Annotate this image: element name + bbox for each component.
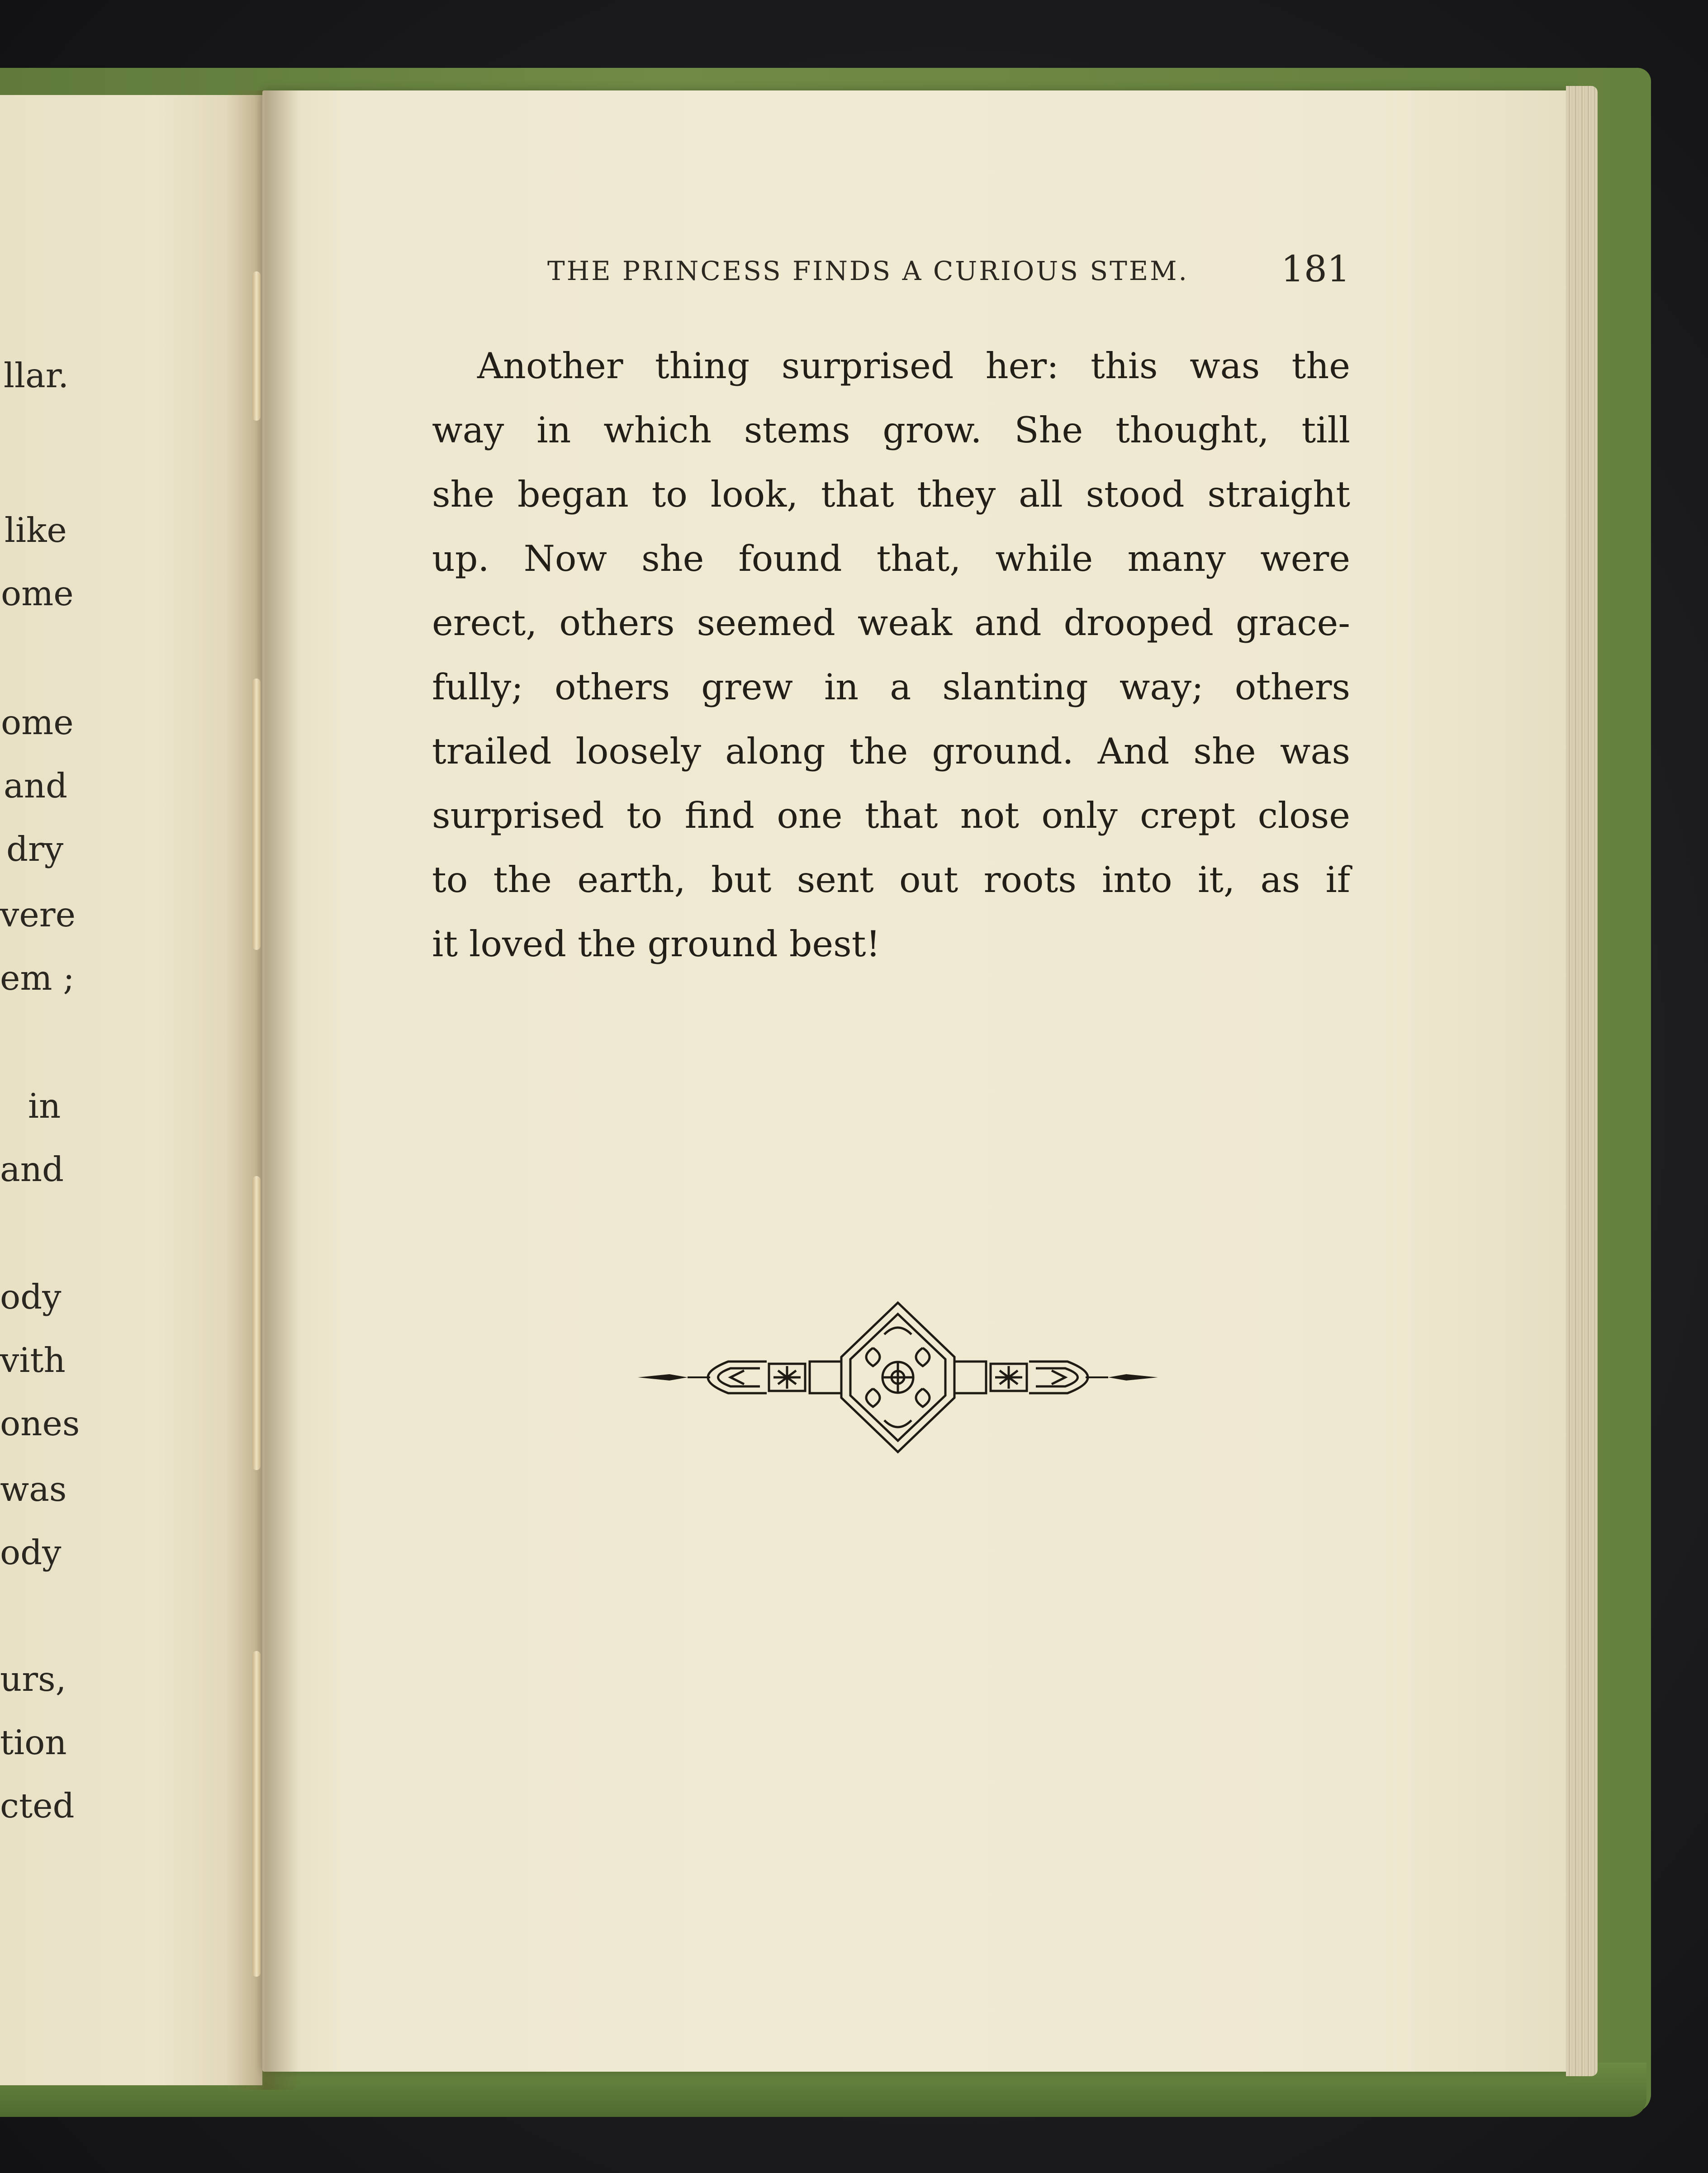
left-page-fragment: ody bbox=[0, 1532, 62, 1572]
page-block-edges bbox=[1566, 86, 1598, 2076]
left-page-fragment: ome bbox=[1, 574, 74, 613]
left-page-fragment: ones bbox=[0, 1404, 80, 1443]
body-text-line: fully; others grew in a slanting way; others bbox=[432, 666, 1350, 708]
binding-stitch bbox=[252, 1651, 261, 1977]
left-page-fragment: urs, bbox=[0, 1659, 66, 1699]
body-text-line: up. Now she found that, while many were bbox=[432, 538, 1350, 579]
page-number: 181 bbox=[1281, 248, 1350, 290]
book-gutter bbox=[226, 90, 299, 2090]
left-page-fragment: vere bbox=[0, 895, 76, 935]
left-page-fragment: ome bbox=[1, 702, 74, 742]
left-page-fragment: vith bbox=[0, 1340, 66, 1380]
left-page-fragment: ody bbox=[0, 1277, 62, 1317]
body-text-line: surprised to find one that not only crept close bbox=[432, 795, 1350, 836]
body-text-line: way in which stems grow. She thought, till bbox=[432, 409, 1350, 451]
tailpiece-ornament bbox=[638, 1298, 1158, 1457]
left-page-fragment: in bbox=[28, 1086, 61, 1126]
left-page-fragment: was bbox=[0, 1469, 67, 1509]
binding-stitch bbox=[252, 678, 261, 950]
left-page-fragment: dry bbox=[6, 829, 64, 869]
left-page-fragment: and bbox=[0, 1149, 64, 1189]
running-head: THE PRINCESS FINDS A CURIOUS STEM. bbox=[547, 256, 1189, 286]
left-page-fragment: cted bbox=[0, 1786, 75, 1826]
left-page bbox=[0, 95, 262, 2085]
binding-stitch bbox=[252, 1176, 261, 1470]
left-page-fragment: llar. bbox=[4, 356, 69, 395]
left-page-fragment: tion bbox=[0, 1722, 67, 1762]
right-page bbox=[262, 90, 1574, 2072]
body-text-line: Another thing surprised her: this was the bbox=[477, 345, 1350, 387]
body-text-line: it loved the ground best! bbox=[432, 923, 881, 965]
body-text-line: erect, others seemed weak and drooped grace- bbox=[432, 602, 1350, 644]
left-page-fragment: and bbox=[4, 766, 68, 806]
left-page-fragment: like bbox=[5, 510, 67, 550]
body-text-line: to the earth, but sent out roots into it, as if bbox=[432, 859, 1350, 901]
body-text-line: she began to look, that they all stood straight bbox=[432, 474, 1350, 515]
binding-stitch bbox=[252, 271, 261, 421]
body-text-line: trailed loosely along the ground. And she was bbox=[432, 731, 1350, 772]
left-page-fragment: em ; bbox=[0, 958, 75, 998]
